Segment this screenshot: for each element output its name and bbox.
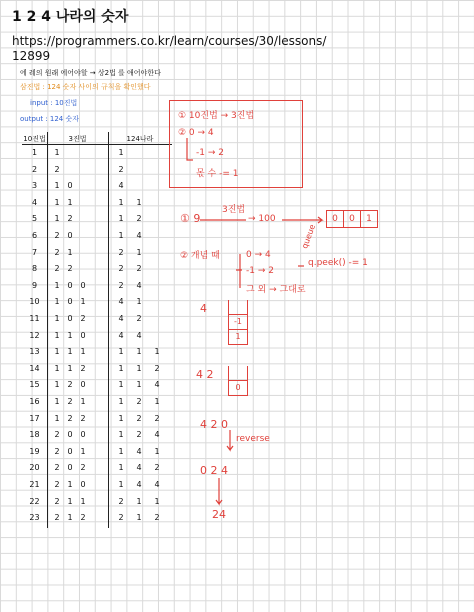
- table-row-decimal: 20: [29, 463, 40, 473]
- table-row-124-digit: 1: [136, 297, 142, 307]
- table-row-base3-digit: 2: [54, 264, 60, 274]
- table-row-base3-digit: 0: [80, 330, 86, 340]
- table-row-base3-digit: 1: [54, 347, 60, 357]
- stack-cell: 0: [229, 380, 247, 395]
- table-row-base3-digit: 1: [54, 181, 60, 191]
- table-row-base3-digit: 0: [67, 280, 73, 290]
- table-row-decimal: 16: [29, 397, 40, 406]
- table-row-124-digit: 4: [154, 480, 160, 489]
- intro-output: output : 124 숫자: [20, 115, 80, 123]
- table-row-base3-digit: 1: [67, 496, 73, 506]
- table-row-124-digit: 2: [118, 164, 124, 174]
- final-result: 24: [212, 508, 226, 521]
- table-row-base3-digit: 2: [54, 513, 60, 523]
- table-row-124-digit: 1: [118, 446, 124, 456]
- table-row-base3-digit: 2: [67, 264, 73, 274]
- table-row-124-digit: 1: [118, 480, 124, 489]
- table-row-124-digit: 1: [136, 347, 142, 357]
- table-row-base3-digit: 0: [67, 463, 73, 473]
- table-row-124-digit: 1: [118, 231, 124, 240]
- table-row-base3-digit: 0: [67, 446, 73, 456]
- lesson-url-id: 12899: [12, 49, 51, 63]
- step2-label: ② 개념 때: [180, 251, 220, 261]
- stack-cell: -1: [229, 314, 247, 329]
- table-header-0: 10진법: [23, 135, 46, 143]
- table-row-124-digit: 2: [118, 264, 124, 274]
- table-row-124-digit: 2: [136, 314, 142, 323]
- table-row-decimal: 1: [31, 148, 38, 157]
- intro-input: input : 10진법: [30, 99, 78, 107]
- table-row-base3-digit: 1: [67, 197, 73, 207]
- table-row-124-digit: 1: [118, 430, 124, 440]
- table-row-124-digit: 4: [136, 463, 142, 473]
- table-row-decimal: 5: [31, 214, 38, 224]
- table-row-base3-digit: 1: [80, 297, 86, 307]
- table-row-base3-digit: 2: [67, 214, 73, 224]
- table-row-decimal: 8: [31, 264, 38, 274]
- table-row-decimal: 22: [29, 496, 40, 506]
- table-row-decimal: 11: [29, 314, 40, 323]
- table-row-124-digit: 1: [118, 197, 124, 207]
- table-row-124-digit: 2: [118, 247, 124, 257]
- table-row-decimal: 13: [29, 347, 40, 357]
- table-header-1: 3진법: [68, 135, 87, 143]
- step1-result: → 100: [248, 214, 276, 224]
- table-row-base3-digit: 2: [80, 413, 86, 423]
- table-row-base3-digit: 2: [54, 164, 60, 174]
- table-row-124-digit: 4: [118, 314, 124, 323]
- lesson-url-path: https://programmers.co.kr/learn/courses/30/lessons/: [12, 34, 327, 48]
- table-row-124-digit: 1: [118, 363, 124, 373]
- queue-cell: 0: [343, 211, 360, 227]
- queue-arrow: [282, 217, 322, 223]
- step2-c: 그 외 → 그대로: [246, 285, 306, 295]
- table-row-decimal: 15: [29, 380, 40, 390]
- table-row-124-digit: 2: [136, 264, 142, 274]
- table-row-decimal: 7: [31, 247, 38, 257]
- table-row-124-digit: 1: [136, 496, 142, 506]
- table-row-base3-digit: 0: [67, 314, 73, 323]
- table-row-124-digit: 2: [118, 513, 124, 523]
- table-row-124-digit: 1: [118, 347, 124, 357]
- table-row-base3-digit: 1: [67, 247, 73, 257]
- table-row-124-digit: 1: [154, 347, 160, 357]
- reverse-arrow: [227, 430, 233, 450]
- table-row-base3-digit: 1: [54, 197, 60, 207]
- reverse-input: 4 2 0: [200, 418, 228, 431]
- table-row-base3-digit: 0: [67, 231, 73, 240]
- rule-2: ② 0 → 4: [178, 128, 214, 138]
- table-row-124-digit: 2: [136, 413, 142, 423]
- queue-cell: 0: [332, 214, 338, 224]
- table-row-124-digit: 1: [118, 148, 124, 157]
- table-row-base3-digit: 2: [54, 430, 60, 440]
- table-row-base3-digit: 1: [67, 347, 73, 357]
- intro-line-2: 삼진법 : 124 숫자 사이의 규칙을 확인했다: [20, 83, 151, 91]
- stack-cell: 1: [229, 329, 247, 344]
- table-row-decimal: 9: [31, 280, 38, 290]
- table-row-124-digit: 2: [154, 413, 160, 423]
- table-row-124-digit: 1: [154, 446, 160, 456]
- table-row-124-digit: 4: [118, 330, 124, 340]
- table-row-base3-digit: 2: [54, 446, 60, 456]
- table-row-base3-digit: 1: [80, 446, 86, 456]
- table-row-base3-digit: 2: [54, 231, 60, 240]
- table-row-base3-digit: 1: [80, 347, 86, 357]
- table-row-base3-digit: 1: [54, 280, 60, 290]
- table-row-124-digit: 4: [136, 480, 142, 489]
- bracket-stroke: [187, 138, 193, 160]
- table-row-decimal: 4: [31, 197, 38, 207]
- table-header-2: 124나라: [126, 135, 154, 143]
- step2-a: 0 → 4: [246, 250, 271, 260]
- table-row-base3-digit: 2: [67, 413, 73, 423]
- table-row-124-digit: 2: [136, 214, 142, 224]
- queue-label: queue: [300, 223, 318, 250]
- table-row-124-digit: 4: [118, 297, 124, 307]
- table-row-124-digit: 2: [154, 363, 160, 373]
- table-row-base3-digit: 1: [54, 148, 60, 157]
- table-row-124-digit: 2: [118, 280, 124, 290]
- table-row-decimal: 21: [29, 480, 40, 489]
- table-row-124-digit: 1: [118, 214, 124, 224]
- table-row-base3-digit: 2: [54, 247, 60, 257]
- table-row-base3-digit: 1: [67, 513, 73, 523]
- table-row-decimal: 3: [31, 181, 38, 191]
- table-row-base3-digit: 1: [67, 363, 73, 373]
- table-row-base3-digit: 0: [67, 297, 73, 307]
- table-row-base3-digit: 0: [80, 380, 86, 390]
- table-row-base3-digit: 0: [80, 480, 86, 489]
- table-row-base3-digit: 0: [80, 430, 86, 440]
- table-row-124-digit: 1: [136, 363, 142, 373]
- table-row-124-digit: 1: [118, 463, 124, 473]
- table-row-decimal: 19: [29, 446, 40, 456]
- intro-line-1: 에 레의 원래 에어야할 → 상2법 를 애어야한다: [20, 69, 161, 77]
- queue-cell: 1: [360, 211, 377, 227]
- table-row-decimal: 6: [31, 231, 38, 240]
- table-row-base3-digit: 1: [54, 214, 60, 224]
- table-row-base3-digit: 1: [54, 397, 60, 406]
- table-row-124-digit: 1: [136, 380, 142, 390]
- step2-b: -1 → 2: [246, 266, 274, 276]
- table-row-base3-digit: 2: [54, 463, 60, 473]
- table-row-124-digit: 4: [136, 280, 142, 290]
- table-row-base3-digit: 1: [54, 314, 60, 323]
- rule-1: ① 10진법 → 3진법: [178, 111, 255, 121]
- table-row-base3-digit: 1: [54, 380, 60, 390]
- table-row-base3-digit: 2: [80, 363, 86, 373]
- table-row-124-digit: 1: [118, 413, 124, 423]
- table-row-base3-digit: 2: [54, 496, 60, 506]
- reverse-output: 0 2 4: [200, 464, 228, 477]
- table-row-124-digit: 2: [136, 430, 142, 440]
- table-row-base3-digit: 1: [67, 480, 73, 489]
- peek-text: q.peek() -= 1: [308, 258, 368, 268]
- stack2-label: 4 2: [196, 368, 214, 381]
- table-row-124-digit: 1: [136, 247, 142, 257]
- table-row-base3-digit: 2: [80, 513, 86, 523]
- stack1-label: 4: [200, 302, 207, 315]
- final-arrow: [216, 478, 222, 504]
- table-row-124-digit: 4: [136, 330, 142, 340]
- table-row-124-digit: 1: [154, 496, 160, 506]
- table-row-decimal: 10: [29, 297, 40, 307]
- table-row-base3-digit: 0: [67, 430, 73, 440]
- table-row-base3-digit: 1: [54, 297, 60, 307]
- table-row-124-digit: 2: [136, 397, 142, 406]
- table-row-base3-digit: 1: [54, 413, 60, 423]
- rule-4: 몫 수 -= 1: [196, 169, 239, 179]
- page-title: 1 2 4 나라의 숫자: [12, 9, 129, 25]
- table-row-decimal: 18: [29, 430, 40, 440]
- table-row-decimal: 12: [29, 330, 40, 340]
- table-row-base3-digit: 1: [54, 363, 60, 373]
- reverse-label: reverse: [236, 434, 270, 444]
- table-row-124-digit: 4: [154, 430, 160, 440]
- table-row-base3-digit: 2: [67, 397, 73, 406]
- table-row-decimal: 17: [29, 413, 40, 423]
- table-row-decimal: 14: [29, 363, 40, 373]
- table-row-base3-digit: 0: [80, 280, 86, 290]
- table-row-124-digit: 2: [118, 496, 124, 506]
- table-row-124-digit: 1: [154, 397, 160, 406]
- table-row-124-digit: 4: [118, 181, 124, 191]
- table-row-base3-digit: 1: [54, 330, 60, 340]
- table-row-124-digit: 1: [118, 380, 124, 390]
- table-row-base3-digit: 2: [80, 463, 86, 473]
- table-row-decimal: 2: [31, 164, 38, 174]
- table-row-124-digit: 1: [136, 513, 142, 523]
- table-row-124-digit: 1: [118, 397, 124, 406]
- table-row-decimal: 23: [29, 513, 40, 523]
- table-row-124-digit: 4: [154, 380, 160, 390]
- table-row-base3-digit: 0: [67, 181, 73, 191]
- table-row-124-digit: 4: [136, 446, 142, 456]
- table-row-base3-digit: 2: [54, 480, 60, 489]
- step1-arrow-label: 3진법: [222, 205, 246, 215]
- table-row-124-digit: 2: [154, 463, 160, 473]
- table-row-base3-digit: 2: [80, 314, 86, 323]
- table-row-base3-digit: 1: [80, 496, 86, 506]
- table-row-base3-digit: 1: [80, 397, 86, 406]
- step1-label: ① 9: [180, 212, 201, 225]
- rule-3: -1 → 2: [196, 148, 224, 158]
- table-row-124-digit: 1: [136, 197, 142, 207]
- table-row-124-digit: 2: [154, 513, 160, 523]
- step2-bracket: [236, 254, 242, 288]
- table-row-base3-digit: 1: [67, 330, 73, 340]
- table-row-base3-digit: 2: [67, 380, 73, 390]
- table-row-124-digit: 4: [136, 231, 142, 240]
